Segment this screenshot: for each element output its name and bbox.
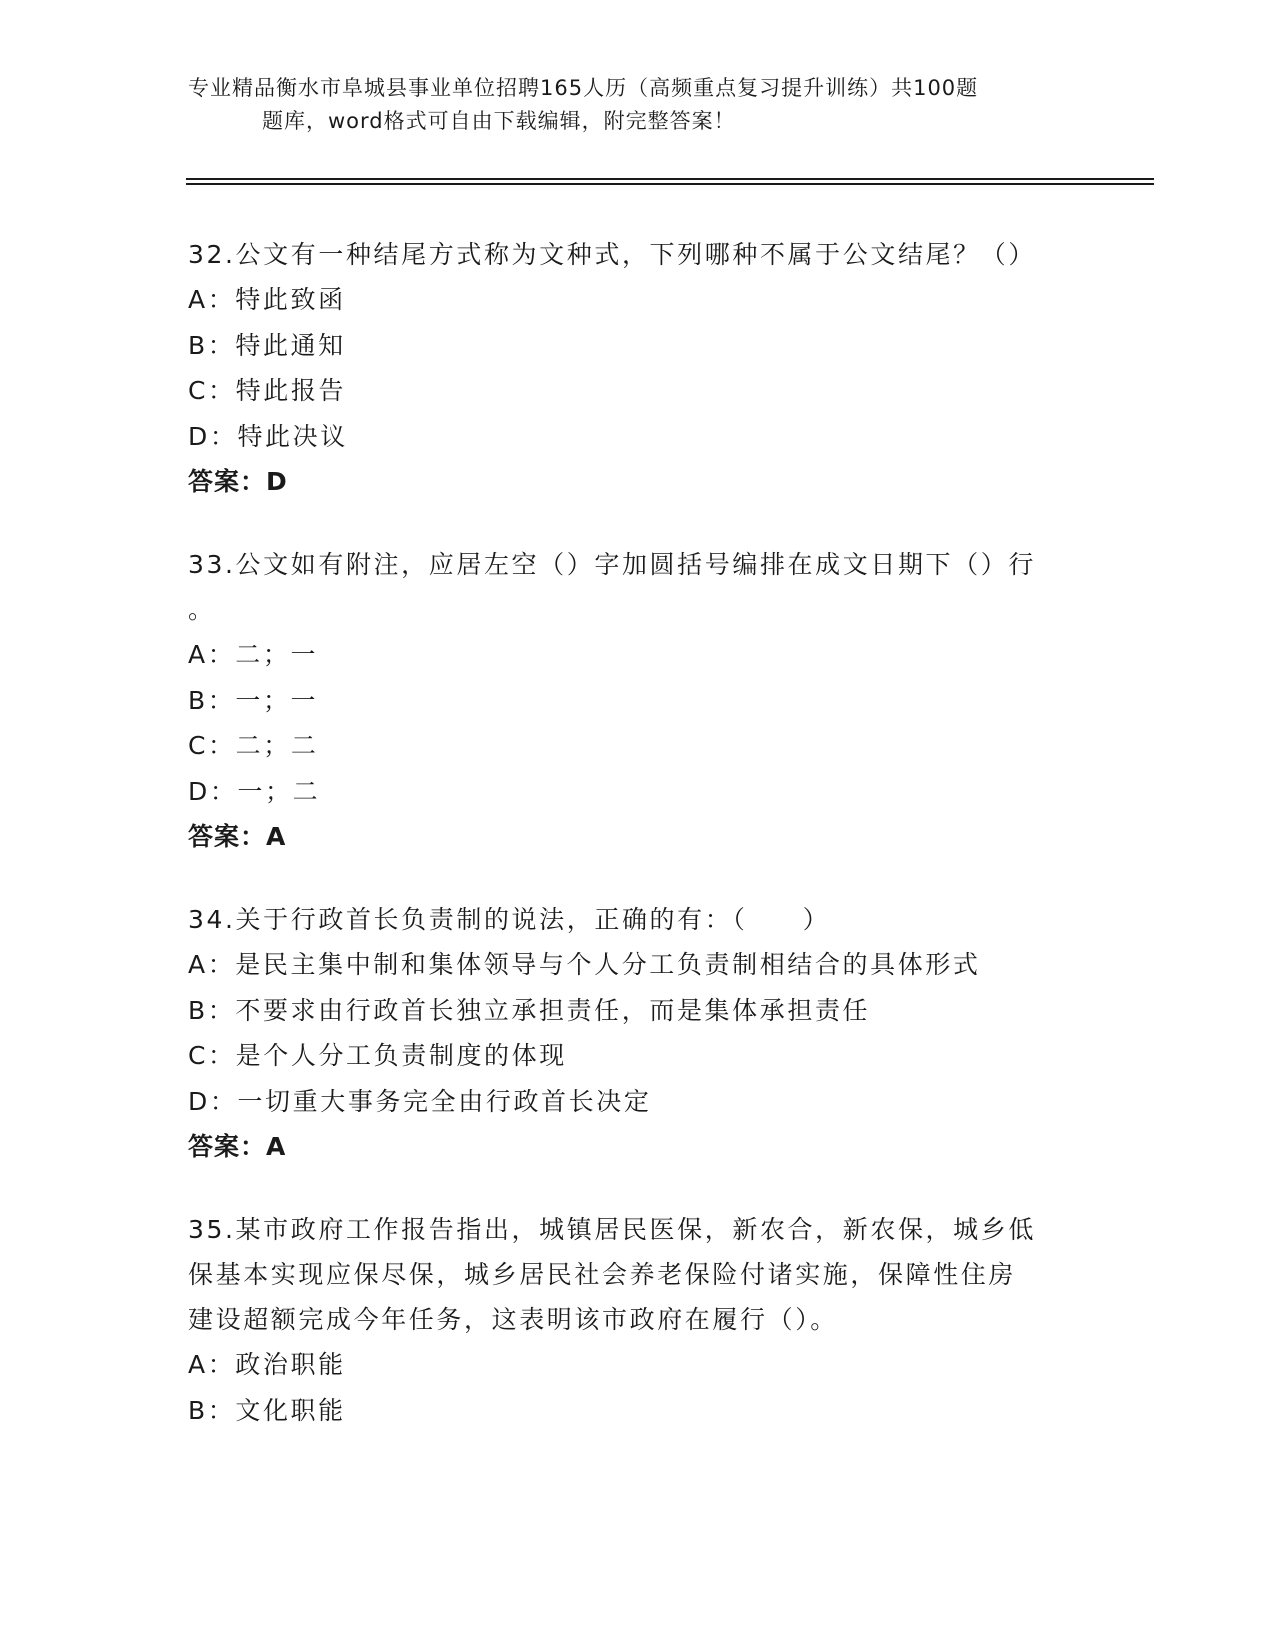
question-33 — [188, 542, 1068, 859]
answer-label: 答案：A — [188, 822, 287, 851]
option-c: C：是个人分工负责制度的体现 — [188, 1041, 567, 1070]
option-b: B：一；一 — [188, 685, 319, 715]
question-34 — [188, 897, 1068, 1169]
option-b: B：不要求由行政首长独立承担责任，而是集体承担责任 — [188, 995, 871, 1025]
option-c: C：特此报告 — [188, 376, 347, 405]
header-title-line-2: 题库，word格式可自由下载编辑，附完整答案！ — [262, 109, 736, 133]
question-stem: 35.某市政府工作报告指出，城镇居民医保，新农合，新农保，城乡低 — [188, 1215, 1036, 1244]
option-a: A：特此致函 — [188, 285, 346, 314]
option-a: A：政治职能 — [188, 1350, 346, 1379]
option-d: D：一切重大事务完全由行政首长决定 — [188, 1086, 652, 1116]
option-c: C：二；二 — [188, 731, 319, 760]
question-32 — [188, 232, 1068, 504]
option-d: D：特此决议 — [188, 421, 348, 451]
header-divider-bottom — [186, 183, 1154, 185]
option-b: B：文化职能 — [188, 1395, 346, 1425]
option-b: B：特此通知 — [188, 330, 346, 360]
document-header — [188, 72, 1088, 138]
question-35 — [188, 1207, 1068, 1433]
option-d: D：一；二 — [188, 776, 321, 806]
option-a: A：是民主集中制和集体领导与个人分工负责制相结合的具体形式 — [188, 950, 981, 979]
header-title-line-1: 专业精品衡水市阜城县事业单位招聘165人历（高频重点复习提升训练）共100题 — [188, 76, 979, 100]
question-stem-continued: 保基本实现应保尽保，城乡居民社会养老保险付诸实施，保障性住房 — [188, 1260, 1017, 1289]
question-stem-continued: 建设超额完成今年任务，这表明该市政府在履行（）。 — [188, 1305, 838, 1334]
question-stem: 34.关于行政首长负责制的说法，正确的有：（ ） — [188, 905, 831, 934]
question-list — [188, 232, 1068, 1471]
answer-label: 答案：D — [188, 467, 288, 496]
header-divider-top — [186, 178, 1154, 180]
question-stem-continued: 。 — [188, 595, 216, 624]
question-stem: 33.公文如有附注，应居左空（）字加圆括号编排在成文日期下（）行 — [188, 550, 1036, 579]
option-a: A：二；一 — [188, 640, 319, 669]
answer-label: 答案：A — [188, 1132, 287, 1161]
question-stem: 32.公文有一种结尾方式称为文种式，下列哪种不属于公文结尾？（） — [188, 240, 1036, 269]
